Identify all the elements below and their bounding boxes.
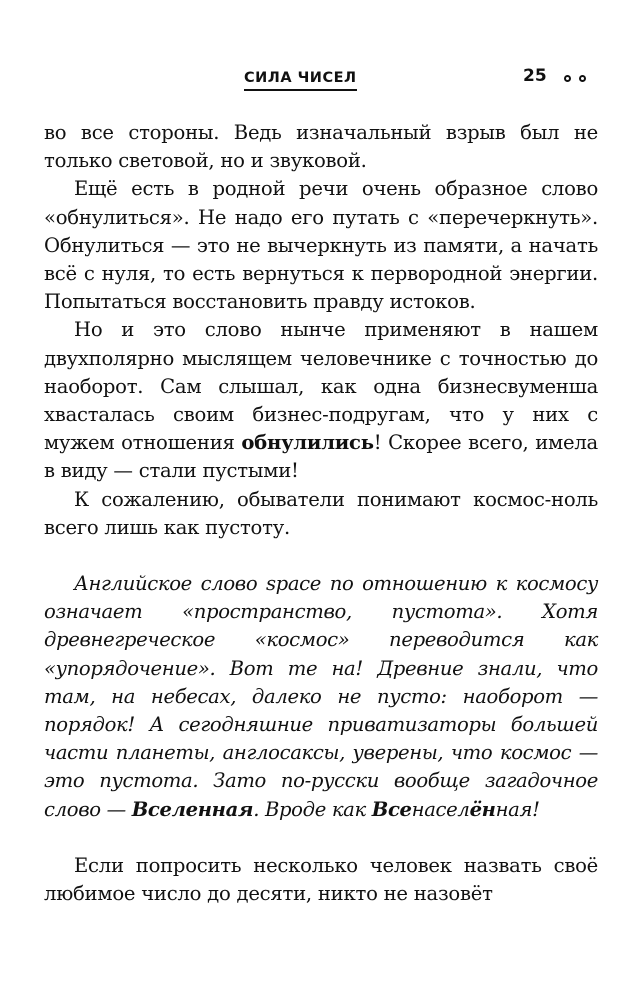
body-text — [44, 119, 598, 908]
running-title: СИЛА ЧИСЕЛ — [244, 70, 357, 91]
text-span: ! Скорее всего, имела в виду — стали пустыми! — [44, 431, 598, 483]
bold-word: обнулились — [241, 431, 374, 455]
text-span: ная! — [495, 797, 540, 821]
text-span: . Вроде как — [253, 797, 372, 821]
paragraph-favorite-number: Если попросить несколько человек назвать своё любимое число до десяти, никто не назовёт — [44, 853, 598, 906]
paragraph-businesswoman — [44, 316, 598, 485]
decorative-dots — [564, 75, 586, 82]
circle-icon — [579, 75, 586, 82]
quote-block — [44, 570, 598, 824]
text-span: насел — [411, 797, 470, 821]
paragraph-obnulitsya: Ещё есть в родной речи очень образное слово «обнулиться». Не надо его путать с «перечеркнуть». Обнулиться — это не вычеркнуть из памяти, а начать всё с нуля, то есть вернуться к первородной энергии. Попытаться восстановить правду истоков. — [44, 177, 598, 314]
text-span: Английское слово space по отношению к космосу означает «пространство, пустота». Хотя древнегреческое «космос» переводится как «упорядочение». Вот те на! Древние знали, что там, на небесах, далеко не пусто: наоборот — порядок! А сегодняшние приватизаторы большей части планеты, англосаксы, уверены, что космос — это пустота. Зато по-русски вообще загадочное слово — — [44, 572, 598, 821]
paragraph-cosmos-zero: К сожалению, обыватели понимают космос-ноль всего лишь как пустоту. — [44, 487, 598, 539]
page-header — [0, 66, 643, 96]
bold-word: ён — [469, 797, 496, 821]
circle-icon — [564, 75, 571, 82]
text-span: Но и это слово нынче применяют в нашем двухполярно мыслящем человечнике с точностью до наоборот. Сам слышал, как одна бизнесвуменша хвасталась своим бизнес-подругам, что у них с мужем отношения — [44, 318, 598, 455]
bold-word: Вселенная — [131, 797, 254, 821]
paragraph-continuation: во все стороны. Ведь изначальный взрыв был не только световой, но и звуковой. — [44, 121, 598, 173]
bold-word: Все — [371, 797, 412, 821]
page-number: 25 — [523, 66, 547, 86]
